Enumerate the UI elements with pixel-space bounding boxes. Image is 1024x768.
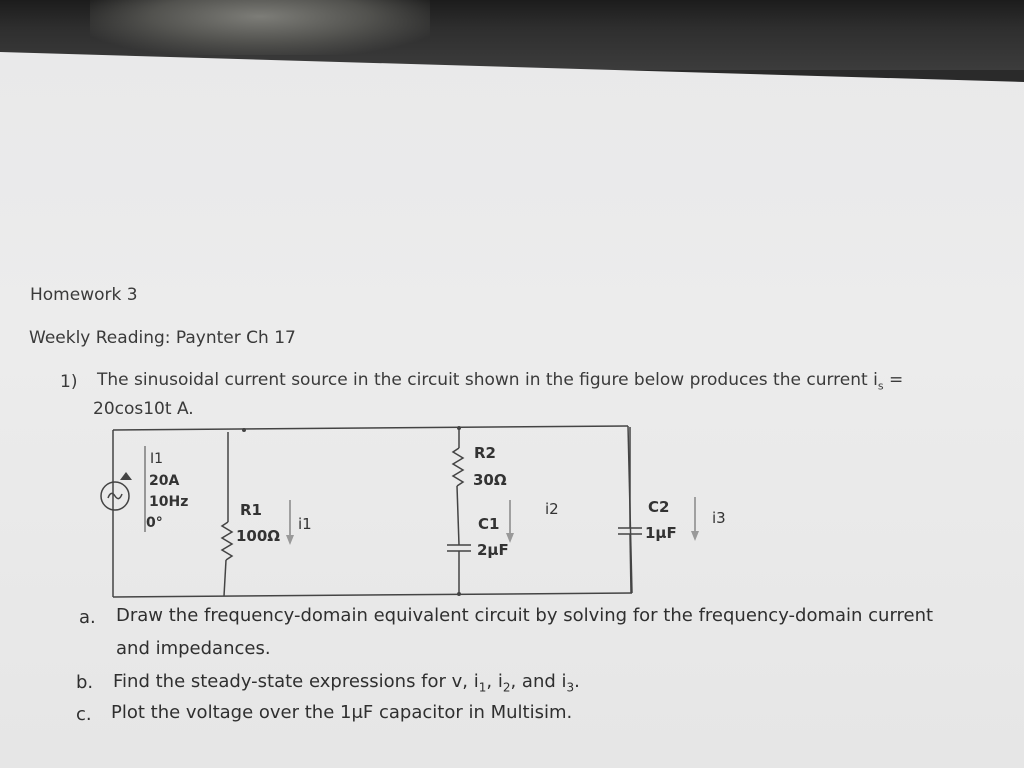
document-title: Homework 3 [30,285,138,305]
c1-value: 2μF [477,541,509,559]
i3-arrow-icon [691,531,699,541]
part-b-letter: b. [76,672,94,693]
top-wire [113,426,628,430]
r1-value: 100Ω [236,527,281,545]
r1-branch-bottom [224,560,226,596]
sine-wave-icon [108,493,122,498]
node-dot [242,428,246,432]
r1-name: R1 [240,501,262,519]
part-a-line2: and impedances. [116,638,271,659]
problem-number: 1) [60,372,78,392]
i1-label: i1 [298,515,312,533]
problem-statement-line2: 20cos10t A. [93,399,194,419]
c1-name: C1 [478,515,500,533]
r2-value: 30Ω [473,471,507,489]
part-c-text: Plot the voltage over the 1μF capacitor in Multisim. [111,702,573,723]
c2-name: C2 [648,498,670,516]
source-amplitude: 20A [149,473,180,489]
source-frequency: 10Hz [149,494,189,510]
source-direction-arrow-icon [120,472,132,480]
c1-capacitor [447,545,471,551]
r2-name: R2 [474,444,496,462]
node-dot [457,426,461,430]
r2-resistor [453,448,463,486]
part-b-text: Find the steady-state expressions for v, $i_1$, $i_2$, and $i_3$. [113,671,580,695]
part-a-letter: a. [79,607,96,628]
i1-arrow-icon [286,535,294,545]
problem-statement-line1: The sinusoidal current source in the circuit shown in the figure below produces the current $i_s$ = [97,370,904,393]
c2-branch-bottom [630,534,631,593]
source-phase: 0° [146,515,163,531]
part-a-line1: Draw the frequency-domain equivalent circuit by solving for the frequency-domain current [116,605,934,626]
reading-assignment: Weekly Reading: Paynter Ch 17 [29,328,296,348]
source-name: I1 [150,451,164,467]
part-c-letter: c. [76,704,92,725]
bottom-wire [113,593,632,597]
c2-value: 1μF [645,524,677,542]
node-dot [457,592,461,596]
r1-resistor [222,522,232,560]
i2-label: i2 [545,500,559,518]
c1-branch-mid [457,486,459,545]
i3-label: i3 [712,509,726,527]
